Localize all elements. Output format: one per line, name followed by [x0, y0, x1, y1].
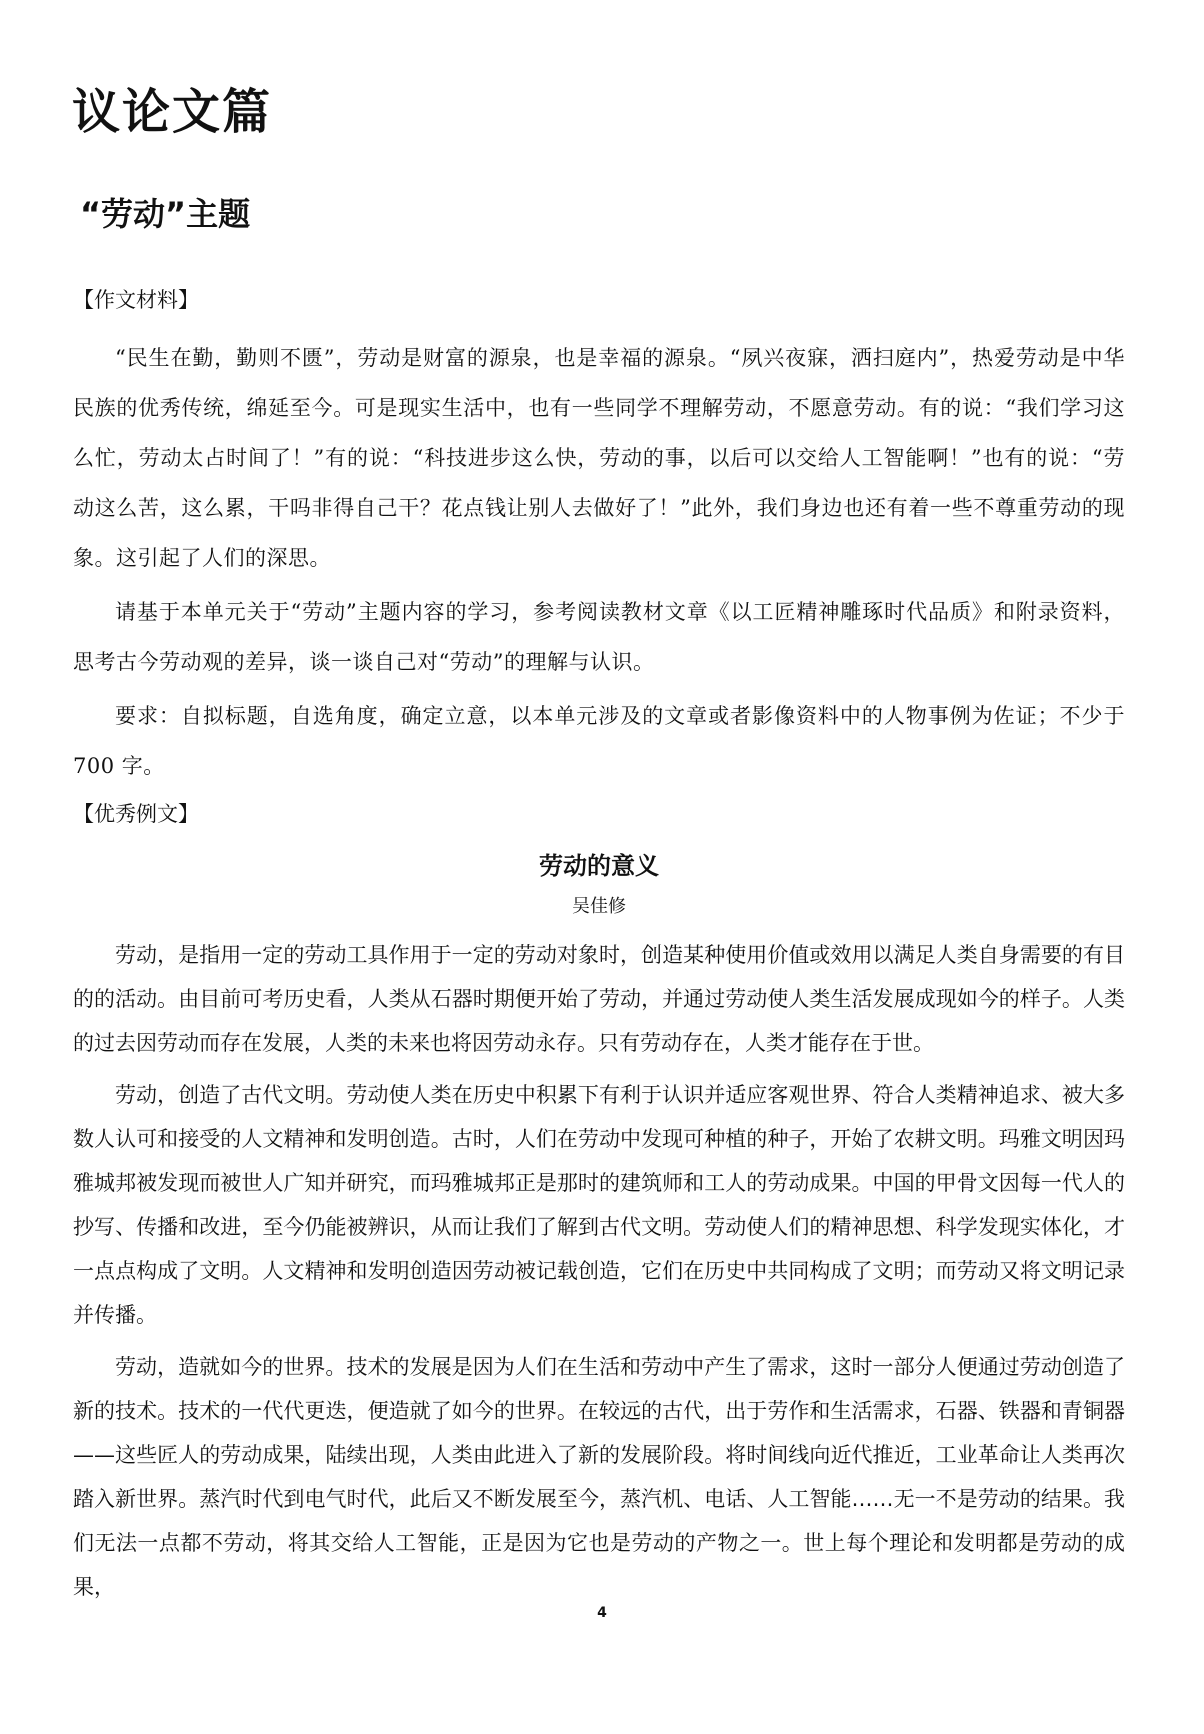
- section-title: 议论文篇: [72, 84, 273, 140]
- material-paragraph: “民生在勤，勤则不匮”，劳动是财富的源泉，也是幸福的源泉。“夙兴夜寐，洒扫庭内”，热爱劳动是中华民族的优秀传统，绵延至今。可是现实生活中，也有一些同学不理解劳动，不愿意劳动。有的说：“我们学习这么忙，劳动太占时间了！”有的说：“科技进步这么快，劳动的事，以后可以交给人工智能啊！”也有的说：“劳动这么苦，这么累，干吗非得自己干？花点钱让别人去做好了！”此外，我们身边也还有着一些不尊重劳动的现象。这引起了人们的深思。: [73, 346, 1125, 570]
- material-paragraph: 要求：自拟标题，自选角度，确定立意，以本单元涉及的文章或者影像资料中的人物事例为佐证；不少于 700 字。: [73, 704, 1125, 778]
- essay-title: 劳动的意义: [539, 852, 659, 880]
- essay-author: 吴佳修: [572, 896, 626, 917]
- material-section: [73, 333, 1125, 791]
- page-number: 4: [597, 1605, 607, 1621]
- material-paragraph: 请基于本单元关于“劳动”主题内容的学习，参考阅读教材文章《以工匠精神雕琢时代品质》和附录资料，思考古今劳动观的差异，谈一谈自己对“劳动”的理解与认识。: [73, 600, 1125, 674]
- material-label: 【作文材料】: [73, 288, 199, 312]
- page-content: [73, 285, 1125, 1609]
- topic-title: “劳动”主题: [80, 195, 251, 233]
- essay-label: 【优秀例文】: [73, 802, 199, 826]
- essay-paragraph: 劳动，创造了古代文明。劳动使人类在历史中积累下有利于认识并适应客观世界、符合人类精神追求、被大多数人认可和接受的人文精神和发明创造。古时，人们在劳动中发现可种植的种子，开始了农耕文明。玛雅文明因玛雅城邦被发现而被世人广知并研究，而玛雅城邦正是那时的建筑师和工人的劳动成果。中国的甲骨文因每一代人的抄写、传播和改进，至今仍能被辨识，从而让我们了解到古代文明。劳动使人们的精神思想、科学发现实体化，才一点点构成了文明。人文精神和发明创造因劳动被记载创造，它们在历史中共同构成了文明；而劳动又将文明记录并传播。: [73, 1083, 1125, 1327]
- essay-paragraph: 劳动，是指用一定的劳动工具作用于一定的劳动对象时，创造某种使用价值或效用以满足人类自身需要的有目的的活动。由目前可考历史看，人类从石器时期便开始了劳动，并通过劳动使人类生活发展成现如今的样子。人类的过去因劳动而存在发展，人类的未来也将因劳动永存。只有劳动存在，人类才能存在于世。: [73, 943, 1125, 1055]
- essay-body: [73, 933, 1125, 1609]
- essay-paragraph: 劳动，造就如今的世界。技术的发展是因为人们在生活和劳动中产生了需求，这时一部分人便通过劳动创造了新的技术。技术的一代代更迭，便造就了如今的世界。在较远的古代，出于劳作和生活需求，石器、铁器和青铜器——这些匠人的劳动成果，陆续出现，人类由此进入了新的发展阶段。将时间线向近代推近，工业革命让人类再次踏入新世界。蒸汽时代到电气时代，此后又不断发展至今，蒸汽机、电话、人工智能……无一不是劳动的结果。我们无法一点都不劳动，将其交给人工智能，正是因为它也是劳动的产物之一。世上每个理论和发明都是劳动的成果，: [73, 1355, 1125, 1599]
